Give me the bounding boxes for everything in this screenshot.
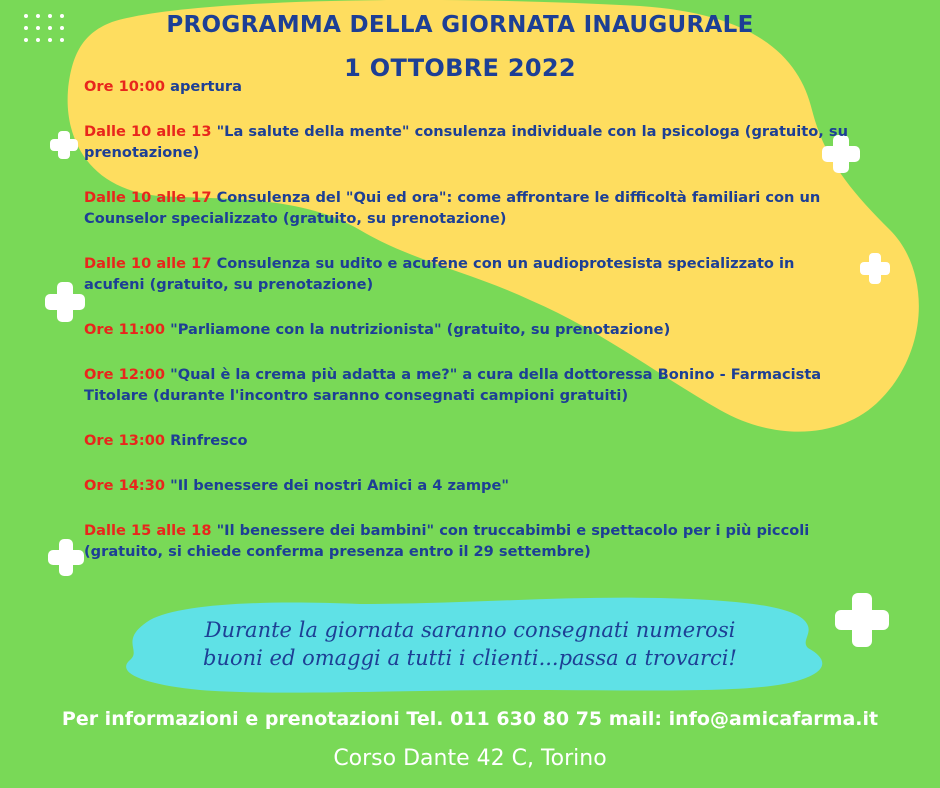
schedule-item bbox=[84, 520, 854, 562]
schedule-time: Dalle 10 alle 17 bbox=[84, 255, 212, 272]
schedule-time: Ore 10:00 bbox=[84, 78, 166, 95]
schedule-description: "Qual è la crema più adatta a me?" a cura della dottoressa Bonino - Farmacista Titolare (durante l'incontro saranno consegnati campioni gratuiti) bbox=[84, 366, 822, 404]
schedule-list bbox=[84, 76, 854, 586]
schedule-item bbox=[84, 319, 854, 340]
event-date: 1 OTTOBRE 2022 bbox=[344, 54, 576, 82]
schedule-description: apertura bbox=[165, 78, 242, 95]
page-title: PROGRAMMA DELLA GIORNATA INAUGURALE bbox=[166, 12, 754, 38]
dot-grid-decoration bbox=[24, 14, 64, 54]
schedule-item bbox=[84, 187, 854, 229]
schedule-time: Dalle 10 alle 13 bbox=[84, 123, 212, 140]
schedule-time: Ore 14:30 bbox=[84, 477, 166, 494]
schedule-item bbox=[84, 364, 854, 406]
schedule-description: "Il benessere dei nostri Amici a 4 zampe" bbox=[165, 477, 510, 494]
schedule-time: Dalle 10 alle 17 bbox=[84, 189, 212, 206]
schedule-time: Dalle 15 alle 18 bbox=[84, 522, 212, 539]
plus-icon bbox=[835, 593, 889, 647]
plus-icon bbox=[48, 539, 84, 576]
schedule-description: Consulenza del "Qui ed ora": come affrontare le difficoltà familiari con un Counselor specializzato (gratuito, su prenotazione) bbox=[84, 189, 821, 227]
schedule-time: Ore 13:00 bbox=[84, 432, 166, 449]
promo-line: buoni ed omaggi a tutti i clienti...passa a trovarci! bbox=[203, 646, 737, 670]
schedule-item bbox=[84, 121, 854, 163]
schedule-description: Consulenza su udito e acufene con un audioprotesista specializzato in acufeni (gratuito, su prenotazione) bbox=[84, 255, 795, 293]
schedule-description: "Parliamone con la nutrizionista" (gratuito, su prenotazione) bbox=[165, 321, 671, 338]
plus-icon bbox=[45, 282, 85, 322]
address: Corso Dante 42 C, Torino bbox=[333, 746, 607, 771]
schedule-item bbox=[84, 475, 854, 496]
schedule-description: "La salute della mente" consulenza individuale con la psicologa (gratuito, su prenotazione) bbox=[84, 123, 849, 161]
schedule-time: Ore 12:00 bbox=[84, 366, 166, 383]
contact-info: Per informazioni e prenotazioni Tel. 011 630 80 75 mail: info@amicafarma.it bbox=[61, 708, 879, 730]
schedule-description: "Il benessere dei bambini" con truccabimbi e spettacolo per i più piccoli (gratuito, si chiede conferma presenza entro il 29 settembre) bbox=[84, 522, 810, 560]
schedule-item bbox=[84, 253, 854, 295]
schedule-time: Ore 11:00 bbox=[84, 321, 166, 338]
promo-message bbox=[150, 616, 790, 672]
schedule-item bbox=[84, 76, 854, 97]
promo-line: Durante la giornata saranno consegnati numerosi bbox=[204, 618, 736, 642]
schedule-description: Rinfresco bbox=[165, 432, 248, 449]
schedule-item bbox=[84, 430, 854, 451]
